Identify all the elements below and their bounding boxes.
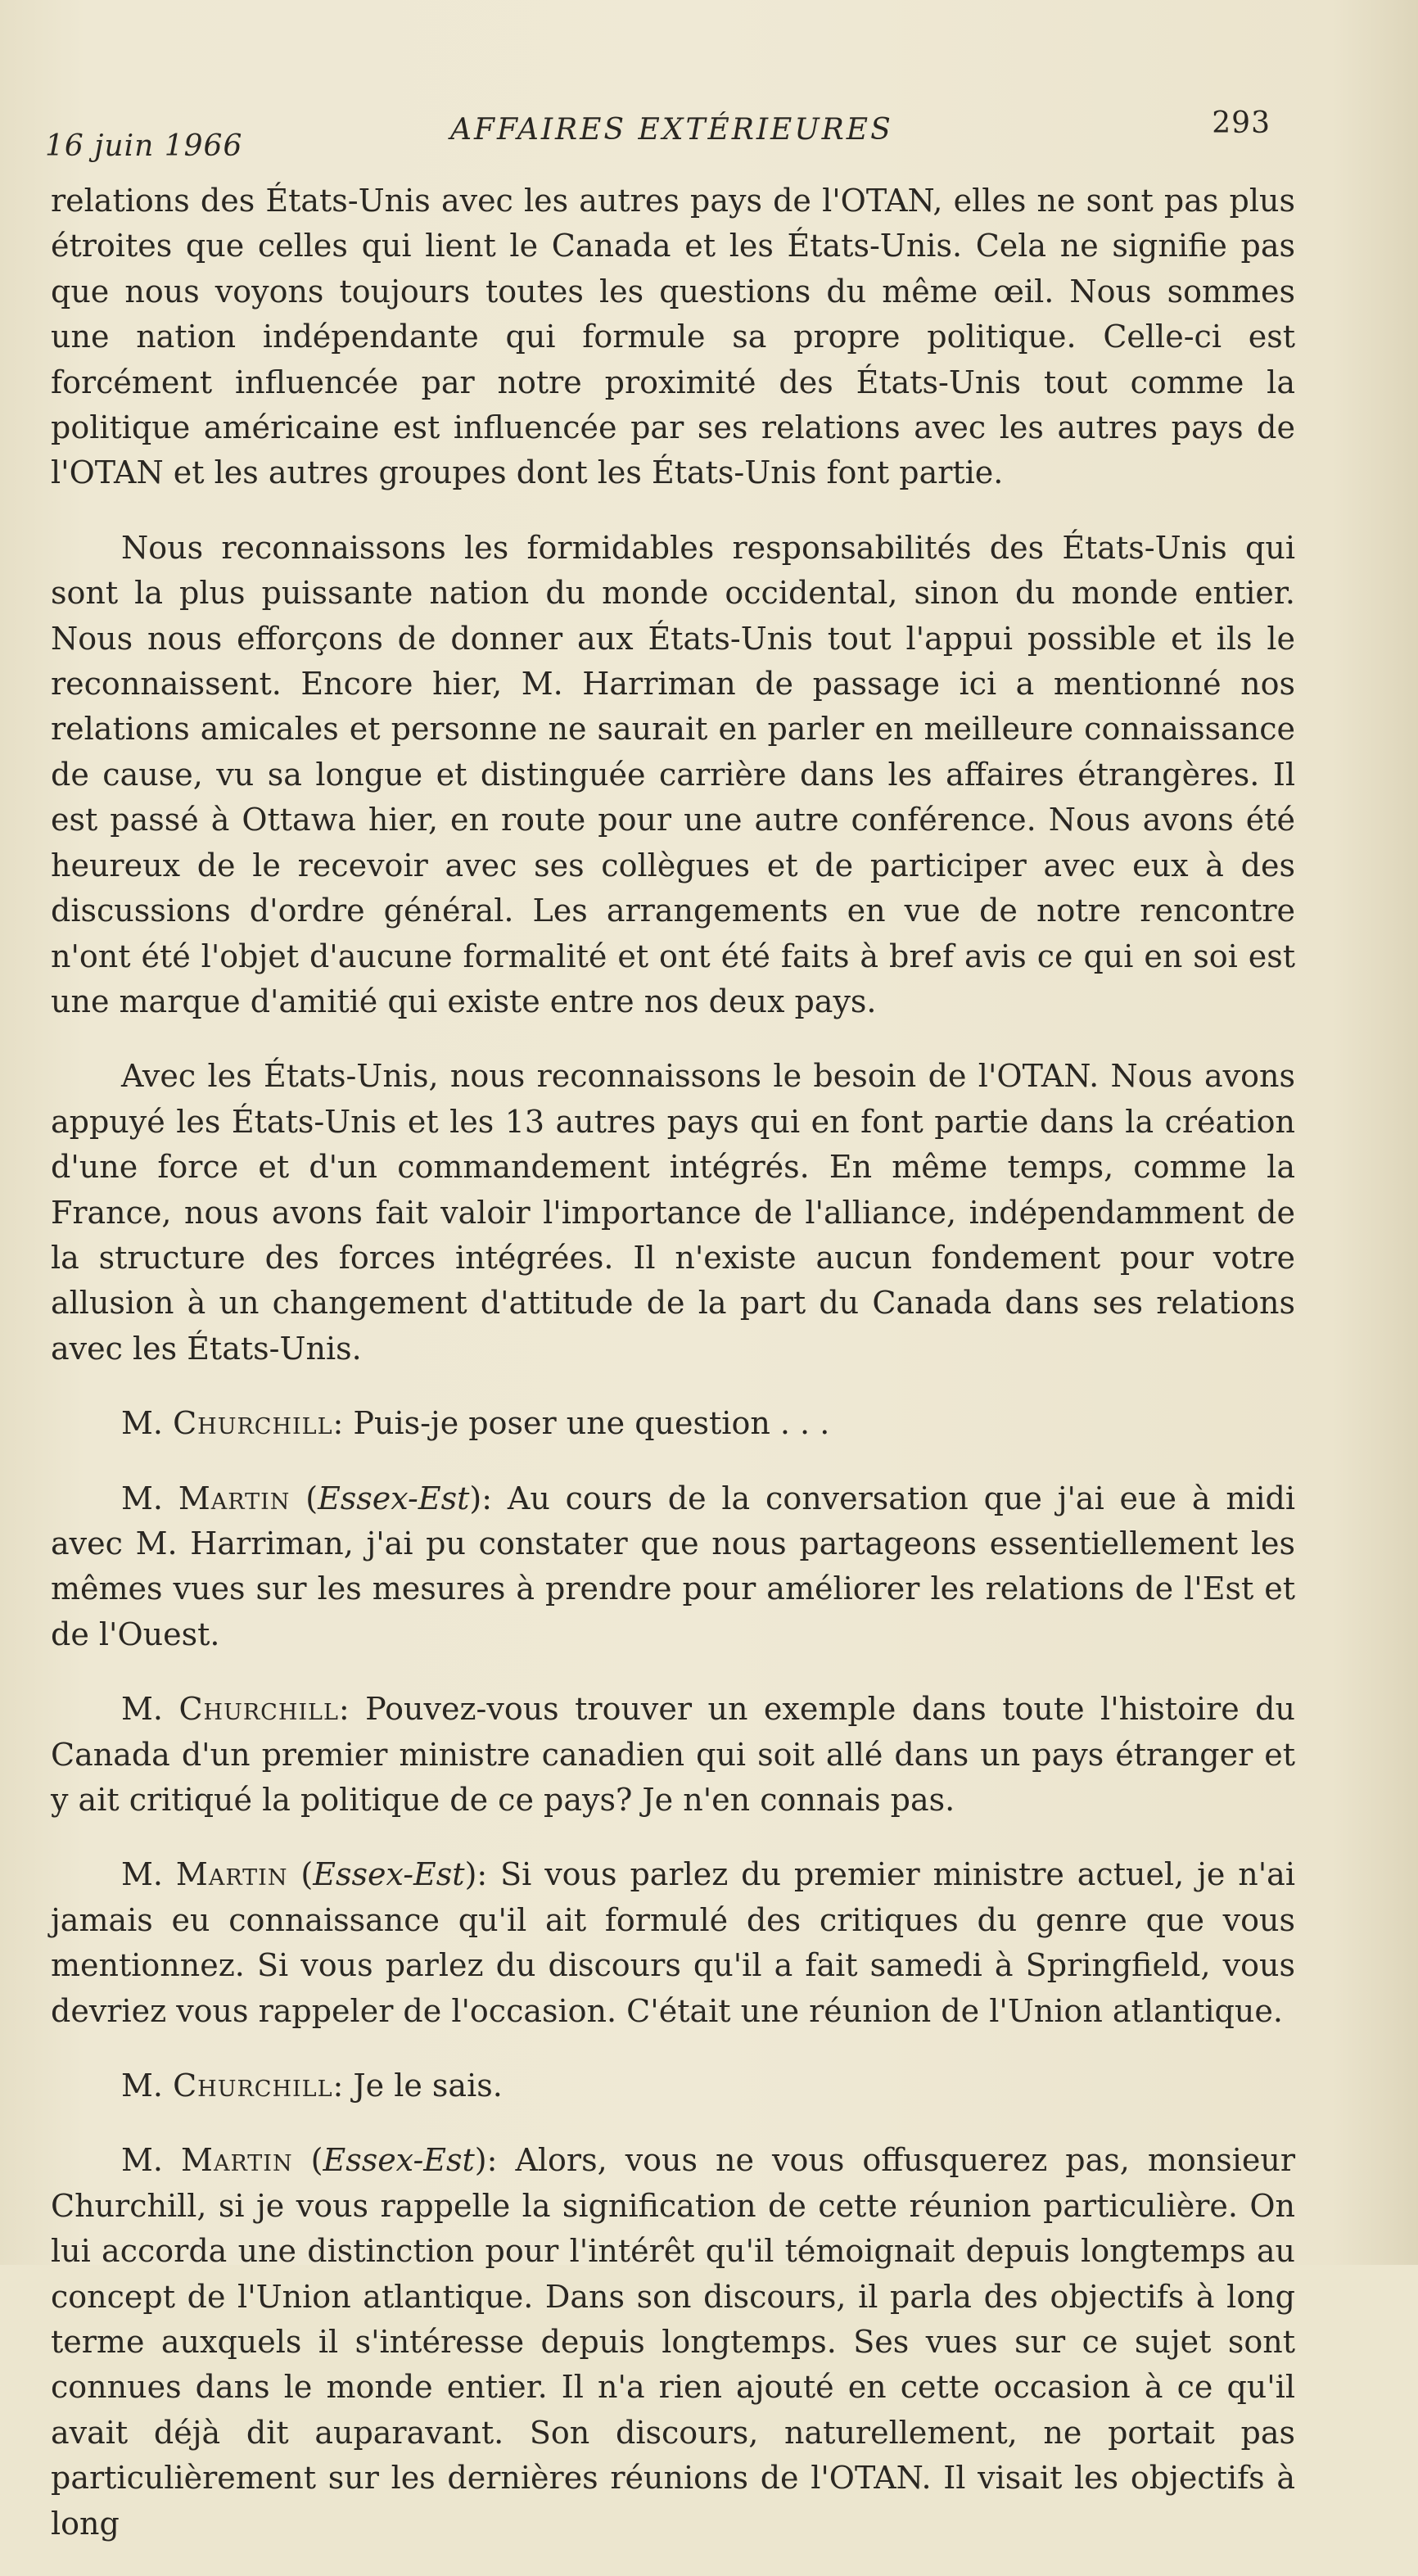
speech-text: : Si vous parlez du premier ministre actuel, je n'ai jamais eu connaissance qu'il ait formulé des critiques du genre que vous mentionnez. Si vous parlez du discours qu'il a fait samedi à Springfield, vous devriez vous rappeler de l'occasion. C'était une réunion de l'Union atlantique. bbox=[51, 1856, 1295, 2029]
speaker-riding: Essex-Est bbox=[323, 2142, 475, 2179]
speech-martin: M. Martin (Essex-Est): Si vous parlez du premier ministre actuel, je n'ai jamais eu connaissance qu'il ait formulé des critiques du genre que vous mentionnez. Si vous parlez du discours qu'il a fait samedi à Springfield, vous devriez vous rappeler de l'occasion. C'était une réunion de l'Union atlantique. bbox=[51, 1856, 1295, 2029]
speech-text: : Je le sais. bbox=[332, 2068, 503, 2104]
speech-text: : Alors, vous ne vous offusquerez pas, monsieur Churchill, si je vous rappelle la signification de cette réunion particulière. On lui accorda une distinction pour l'intérêt qu'il témoignait depuis longtemps au concept de l'Union atlantique. Dans son discours, il parla des objectifs à long terme auxquels il s'intéresse depuis longtemps. Ses vues sur ce sujet sont connues dans le monde entier. Il n'a rien ajouté en cette occasion à ce qu'il avait déjà dit auparavant. Son discours, naturellement, ne portait pas particulièrement sur les dernières réunions de l'OTAN. Il visait les objectifs à long bbox=[51, 2142, 1295, 2542]
speaker-name: Martin bbox=[175, 1856, 288, 1893]
header-date: 16 juin 1966 bbox=[45, 129, 243, 163]
speaker-prefix: M. bbox=[121, 1691, 179, 1728]
speaker-name: Churchill bbox=[178, 1691, 339, 1728]
speaker-riding: Essex-Est bbox=[318, 1480, 470, 1516]
speech-text: : Pouvez-vous trouver un exemple dans toute l'histoire du Canada d'un premier ministre canadien qui soit allé dans un pays étranger et y ait critiqué la politique de ce pays? Je n'en connais pas. bbox=[51, 1691, 1295, 1818]
speech-text: : Puis-je poser une question . . . bbox=[332, 1405, 830, 1442]
paragraph-text: Avec les États-Unis, nous reconnaissons le besoin de l'OTAN. Nous avons appuyé les États-Unis et les 13 autres pays qui en font partie dans la création d'une force et d'un commandement intégrés. En même temps, comme la France, nous avons fait valoir l'importance de l'alliance, indépendamment de la structure des forces intégrées. Il n'existe aucun fondement pour votre allusion à un changement d'attitude de la part du Canada dans ses relations avec les États-Unis. bbox=[51, 1058, 1295, 1367]
speaker-prefix: M. bbox=[121, 1405, 174, 1442]
speaker-name: Churchill bbox=[173, 2068, 333, 2104]
speech-churchill bbox=[51, 1401, 1295, 1446]
paragraph bbox=[51, 1054, 1295, 1372]
speech-churchill bbox=[51, 1687, 1295, 1823]
header-title: AFFAIRES EXTÉRIEURES bbox=[450, 113, 893, 147]
body-text bbox=[51, 179, 1295, 2576]
paragraph bbox=[51, 526, 1295, 1024]
speech-text: : Au cours de la conversation que j'ai eue à midi avec M. Harriman, j'ai pu constater que nous partageons essentiellement les mêmes vues sur les mesures à prendre pour améliorer les relations de l'Est et de l'Ouest. bbox=[51, 1480, 1295, 1652]
speaker-riding: Essex-Est bbox=[313, 1856, 465, 1893]
page-number: 293 bbox=[1212, 106, 1271, 140]
speech-martin: M. Martin (Essex-Est): Alors, vous ne vous offusquerez pas, monsieur Churchill, si je vous rappelle la signification de cette réunion particulière. On lui accorda une distinction pour l'intérêt qu'il témoignait depuis longtemps au concept de l'Union atlantique. Dans son discours, il parla des objectifs à long terme auxquels il s'intéresse depuis longtemps. Ses vues sur ce sujet sont connues dans le monde entier. Il n'a rien ajouté en cette occasion à ce qu'il avait déjà dit auparavant. Son discours, naturellement, ne portait pas particulièrement sur les dernières réunions de l'OTAN. Il visait les objectifs à long bbox=[51, 2142, 1295, 2542]
speaker-prefix: M. bbox=[121, 2142, 182, 2179]
paragraph-continuation bbox=[51, 179, 1295, 496]
speaker-name: Martin bbox=[181, 2142, 293, 2179]
speaker-name: Churchill bbox=[173, 1405, 333, 1442]
speaker-prefix: M. bbox=[121, 1480, 178, 1516]
speech-martin: M. Martin (Essex-Est): Au cours de la conversation que j'ai eue à midi avec M. Harriman, j'ai pu constater que nous partageons essentiellement les mêmes vues sur les mesures à prendre pour améliorer les relations de l'Est et de l'Ouest. bbox=[51, 1480, 1295, 1652]
running-head bbox=[45, 106, 1271, 163]
speaker-name: Martin bbox=[178, 1480, 291, 1516]
speaker-prefix: M. bbox=[121, 2068, 174, 2104]
paragraph-text: relations des États-Unis avec les autres pays de l'OTAN, elles ne sont pas plus étroites que celles qui lient le Canada et les États-Unis. Cela ne signifie pas que nous voyons toujours toutes les questions du même œil. Nous sommes une nation indépendante qui formule sa propre politique. Celle-ci est forcément influencée par notre proximité des États-Unis tout comme la politique américaine est influencée par ses relations avec les autres pays de l'OTAN et les autres groupes dont les États-Unis font partie. bbox=[51, 183, 1295, 491]
paragraph-text: Nous reconnaissons les formidables responsabilités des États-Unis qui sont la plus puissante nation du monde occidental, sinon du monde entier. Nous nous efforçons de donner aux États-Unis tout l'appui possible et ils le reconnaissent. Encore hier, M. Harriman de passage ici a mentionné nos relations amicales et personne ne saurait en parler en meilleure connaissance de cause, vu sa longue et distinguée carrière dans les affaires étrangères. Il est passé à Ottawa hier, en route pour une autre conférence. Nous avons été heureux de le recevoir avec ses collègues et de participer avec eux à des discussions d'ordre général. Les arrangements en vue de notre rencontre n'ont été l'objet d'aucune formalité et ont été faits à bref avis ce qui en soi est une marque d'amitié qui existe entre nos deux pays. bbox=[51, 529, 1295, 1019]
speaker-prefix: M. bbox=[121, 1856, 176, 1893]
speech-churchill bbox=[51, 2063, 1295, 2108]
